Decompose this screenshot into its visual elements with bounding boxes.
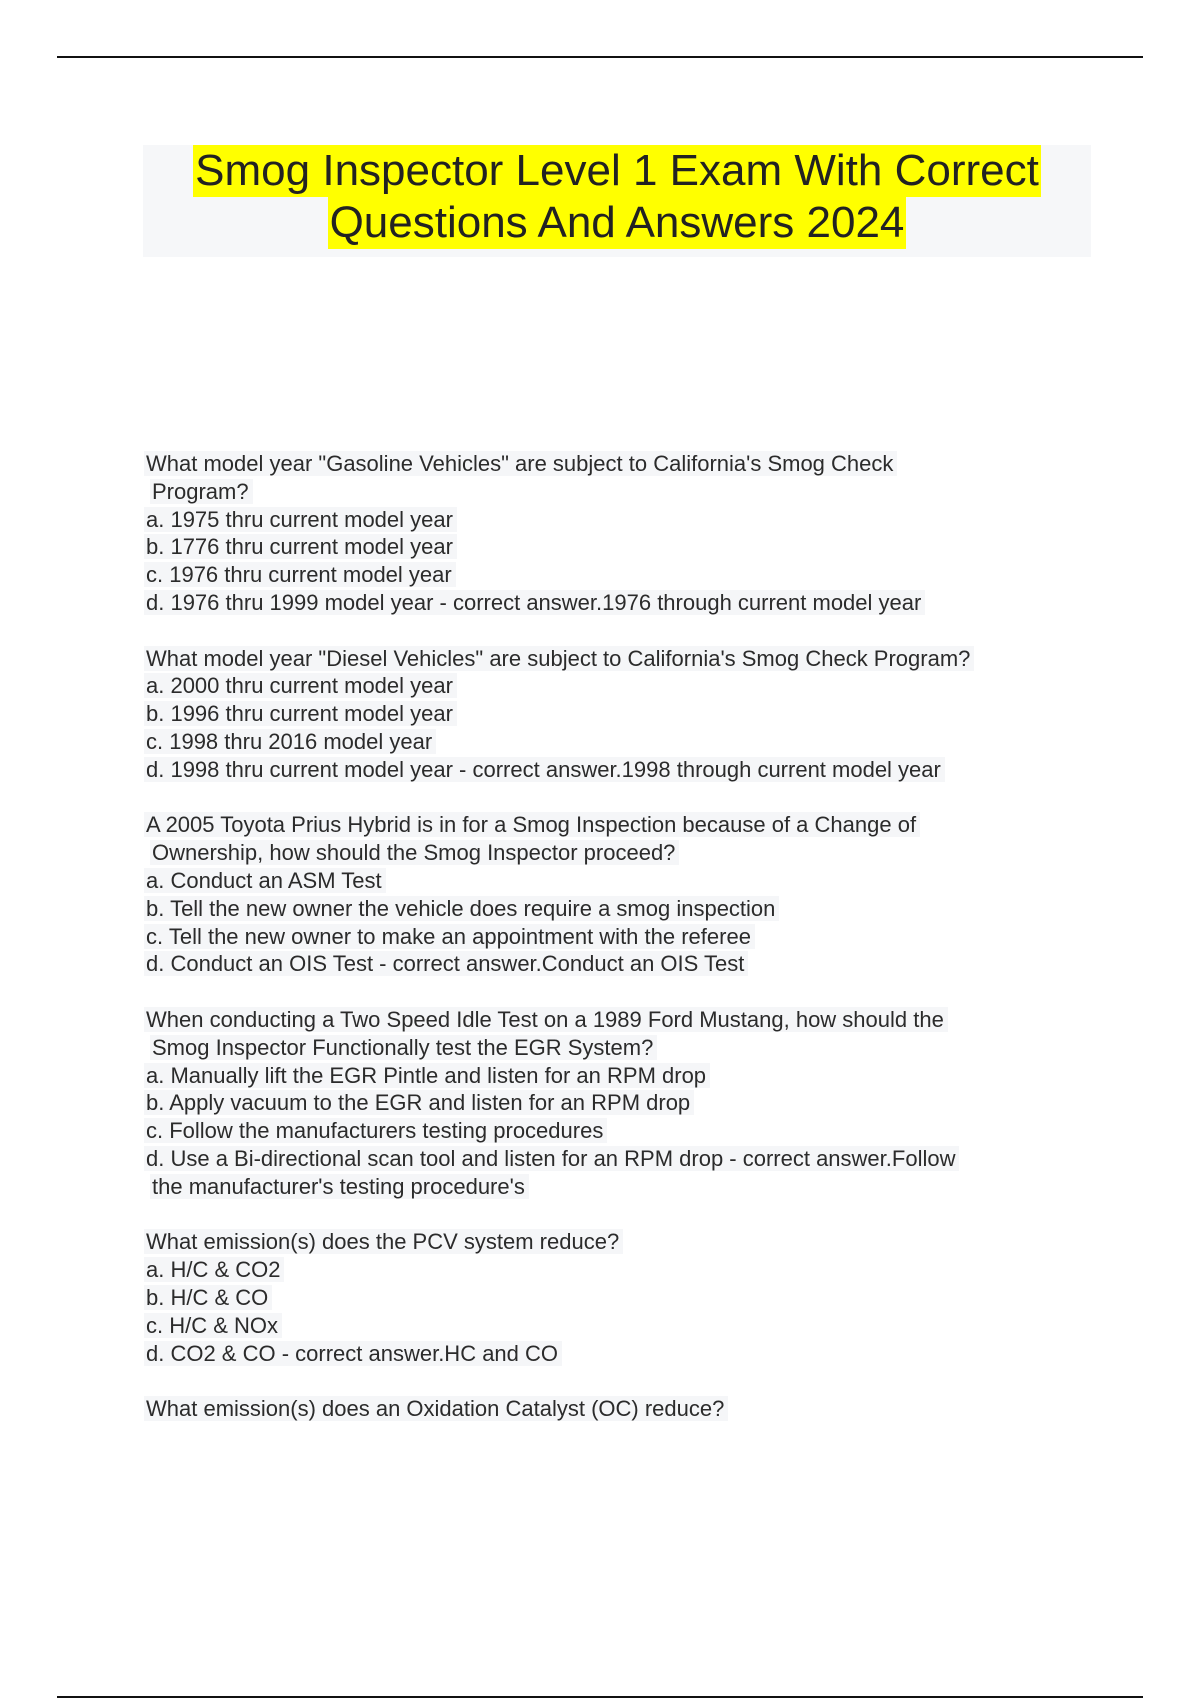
- question-block: [144, 1006, 1104, 1201]
- answer-option: [144, 506, 1104, 534]
- question-block: [144, 645, 1104, 784]
- line-text: a. Conduct an ASM Test: [144, 868, 386, 893]
- line-text: What emission(s) does an Oxidation Catalyst (OC) reduce?: [144, 1396, 728, 1421]
- question-text-continued: [144, 478, 1104, 506]
- questions-list: [144, 450, 1104, 1451]
- line-text: b. 1776 thru current model year: [144, 534, 457, 559]
- question-text: [144, 1228, 1104, 1256]
- answer-option: [144, 1340, 1104, 1368]
- line-text: d. CO2 & CO - correct answer.HC and CO: [144, 1341, 562, 1366]
- document-title: [143, 145, 1091, 257]
- question-text: [144, 450, 1104, 478]
- title-line-2: Questions And Answers 2024: [329, 198, 905, 247]
- line-text: b. 1996 thru current model year: [144, 701, 457, 726]
- question-text: [144, 811, 1104, 839]
- answer-option: [144, 1145, 1104, 1173]
- answer-option: [144, 1062, 1104, 1090]
- line-text: d. 1976 thru 1999 model year - correct answer.1976 through current model year: [144, 590, 925, 615]
- bottom-rule: [57, 1696, 1143, 1698]
- line-text: What model year "Diesel Vehicles" are subject to California's Smog Check Program?: [144, 646, 974, 671]
- line-text: c. Follow the manufacturers testing procedures: [144, 1118, 607, 1143]
- line-text: Program?: [150, 479, 253, 504]
- top-rule: [57, 56, 1143, 58]
- answer-option: [144, 756, 1104, 784]
- question-text-continued: [144, 839, 1104, 867]
- line-text: b. Apply vacuum to the EGR and listen for an RPM drop: [144, 1090, 694, 1115]
- question-text: [144, 1006, 1104, 1034]
- line-text: c. H/C & NOx: [144, 1313, 282, 1338]
- question-block: [144, 1395, 1104, 1423]
- question-block: [144, 450, 1104, 617]
- line-text: b. H/C & CO: [144, 1285, 272, 1310]
- line-text: d. Conduct an OIS Test - correct answer.Conduct an OIS Test: [144, 951, 748, 976]
- line-text: c. 1976 thru current model year: [144, 562, 456, 587]
- line-text: the manufacturer's testing procedure's: [150, 1174, 529, 1199]
- line-text: A 2005 Toyota Prius Hybrid is in for a Smog Inspection because of a Change of: [144, 812, 920, 837]
- line-text: d. 1998 thru current model year - correct answer.1998 through current model year: [144, 757, 945, 782]
- answer-option: [144, 923, 1104, 951]
- question-block: [144, 1228, 1104, 1367]
- line-text: When conducting a Two Speed Idle Test on a 1989 Ford Mustang, how should the: [144, 1007, 948, 1032]
- answer-option: [144, 1117, 1104, 1145]
- line-text: a. H/C & CO2: [144, 1257, 284, 1282]
- line-text: d. Use a Bi-directional scan tool and listen for an RPM drop - correct answer.Follow: [144, 1146, 959, 1171]
- answer-option: [144, 728, 1104, 756]
- line-text: c. Tell the new owner to make an appointment with the referee: [144, 924, 755, 949]
- line-text: What emission(s) does the PCV system reduce?: [144, 1229, 623, 1254]
- answer-option: [144, 533, 1104, 561]
- answer-option: [144, 1284, 1104, 1312]
- answer-option: [144, 867, 1104, 895]
- answer-option: [144, 1312, 1104, 1340]
- line-text: Smog Inspector Functionally test the EGR System?: [150, 1035, 657, 1060]
- question-text: [144, 1395, 1104, 1423]
- answer-option: [144, 950, 1104, 978]
- question-text-continued: [144, 1173, 1104, 1201]
- answer-option: [144, 700, 1104, 728]
- line-text: c. 1998 thru 2016 model year: [144, 729, 436, 754]
- answer-option: [144, 1256, 1104, 1284]
- line-text: Ownership, how should the Smog Inspector proceed?: [150, 840, 679, 865]
- line-text: a. Manually lift the EGR Pintle and listen for an RPM drop: [144, 1063, 710, 1088]
- question-block: [144, 811, 1104, 978]
- question-text: [144, 645, 1104, 673]
- line-text: a. 1975 thru current model year: [144, 507, 457, 532]
- answer-option: [144, 589, 1104, 617]
- line-text: What model year "Gasoline Vehicles" are subject to California's Smog Check: [144, 451, 897, 476]
- answer-option: [144, 1089, 1104, 1117]
- title-line-1: Smog Inspector Level 1 Exam With Correct: [195, 146, 1039, 195]
- answer-option: [144, 561, 1104, 589]
- answer-option: [144, 895, 1104, 923]
- answer-option: [144, 672, 1104, 700]
- line-text: a. 2000 thru current model year: [144, 673, 457, 698]
- line-text: b. Tell the new owner the vehicle does require a smog inspection: [144, 896, 779, 921]
- question-text-continued: [144, 1034, 1104, 1062]
